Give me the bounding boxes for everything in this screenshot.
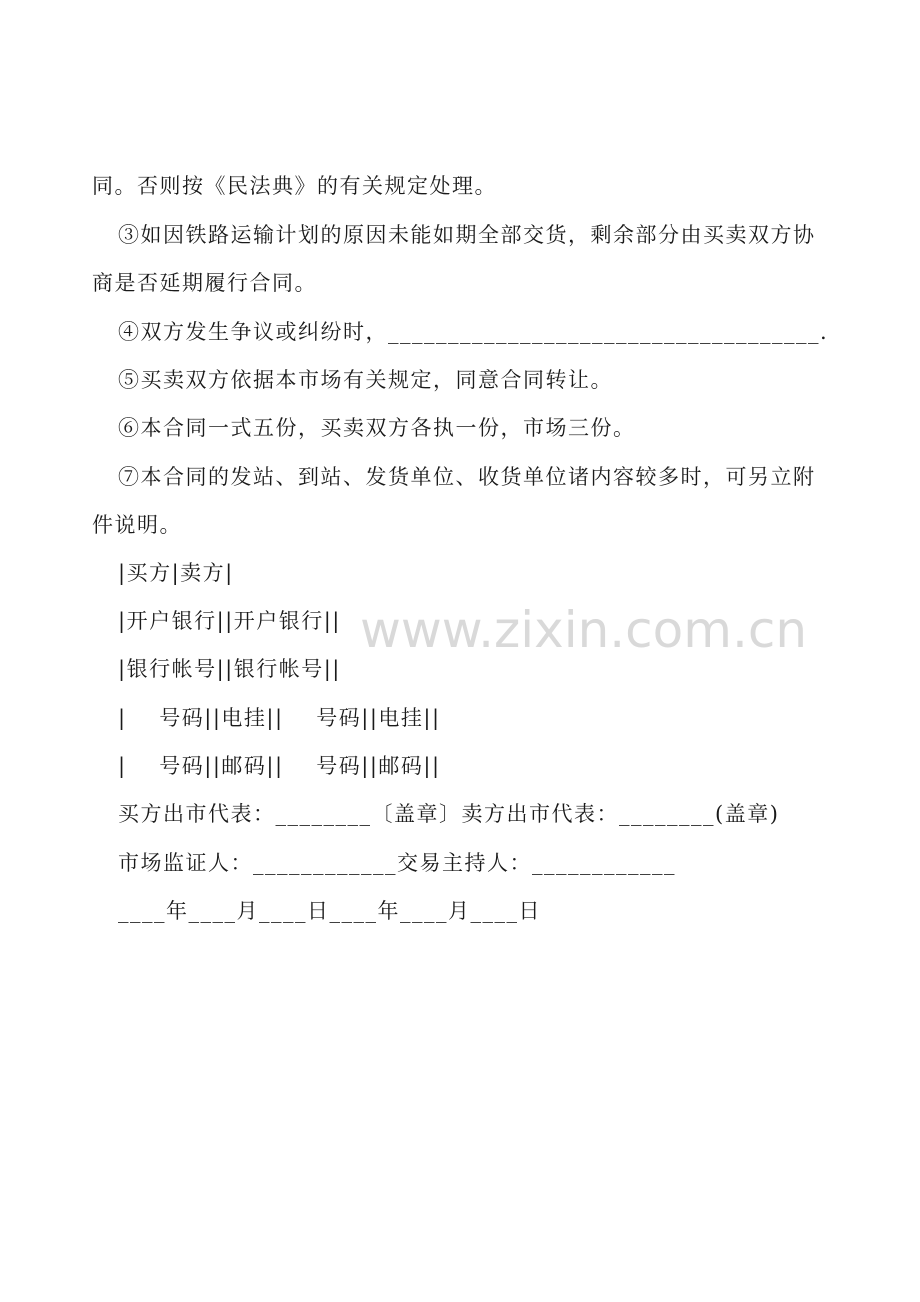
clause-5-transfer: ⑤买卖双方依据本市场有关规定，同意合同转让。: [118, 368, 613, 392]
party-table-postcode: | 号码||邮码|| 号码||邮码||: [118, 754, 441, 778]
representative-signature-line: 买方出市代表：________〔盖章〕卖方出市代表：________(盖章): [118, 802, 780, 826]
clause-3-line-2: 商是否延期履行合同。: [92, 271, 317, 295]
party-table-telegraph: | 号码||电挂|| 号码||电挂||: [118, 706, 441, 730]
clause-4-dispute: ④双方发生争议或纠纷时，____________________________________.: [118, 320, 829, 344]
clause-7-line-1: ⑦本合同的发站、到站、发货单位、收货单位诸内容较多时，可另立附: [118, 465, 816, 489]
party-table-account: |银行帐号||银行帐号||: [118, 657, 341, 681]
text-line-continuation: 同。否则按《民法典》的有关规定处理。: [92, 174, 497, 198]
party-table-header: |买方|卖方|: [118, 561, 234, 585]
watermark: www.zixin.com.cn: [360, 601, 808, 659]
clause-6-copies: ⑥本合同一式五份，买卖双方各执一份，市场三份。: [118, 416, 636, 440]
witness-signature-line: 市场监证人：____________交易主持人：____________: [118, 851, 676, 875]
date-line: ____年____月____日____年____月____日: [118, 899, 541, 923]
party-table-bank: |开户银行||开户银行||: [118, 609, 341, 633]
clause-7-line-2: 件说明。: [92, 513, 182, 537]
clause-3-line-1: ③如因铁路运输计划的原因未能如期全部交货，剩余部分由买卖双方协: [118, 223, 816, 247]
